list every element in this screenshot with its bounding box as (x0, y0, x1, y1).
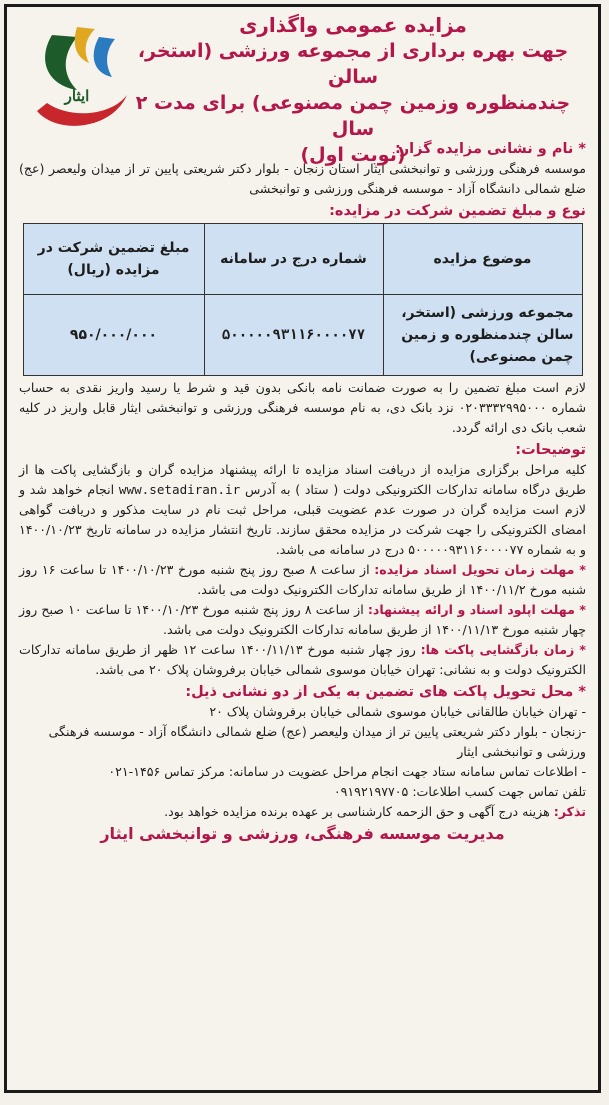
advertisement-page (4, 4, 601, 1093)
explanations-heading: توضیحات: (515, 442, 586, 458)
header-subject: موضوع مزایده (383, 224, 582, 295)
offer-deadline-text: از ساعت ۸ روز پنج شنبه مورخ ۱۴۰۰/۱۰/۲۳ تا ساعت ۱۰ صبح روز چهار شنبه مورخ ۱۴۰۰/۱۱/۱۳ از طریق سامانه تدارکات الکترونیک دولت می باشد. (19, 602, 586, 637)
note-text: هزینه درج آگهی و حق الزحمه کارشناسی بر عهده برنده مزایده خواهد بود. (164, 804, 550, 819)
guarantee-note: لازم است مبلغ تضمین را به صورت ضمانت نامه بانکی بدون قید و شرط یا رسید واریز نقدی به حساب شماره ۰۲۰۳۳۳۲۹۹۵۰۰۰ نزد بانک دی، به نام موسسه فرهنگی ورزشی و توانبخشی ایثار قابل واریز در کلیه شعب بانک دی ارائه گردد. (19, 380, 586, 435)
title-line-2: جهت بهره برداری از مجموعه ورزشی (استخر، سالن (137, 40, 569, 88)
organizer-text: موسسه فرهنگی ورزشی و توانبخشی ایثار استان زنجان - بلوار دکتر شریعتی پایین تر از میدان ولیعصر (عج) ضلع شمالی دانشگاه آزاد - موسسه فرهنگی ورزشی و توانبخشی (19, 161, 586, 196)
table-row (23, 295, 582, 376)
title-block (118, 13, 588, 168)
cell-system-number: ۵۰۰۰۰۰۹۳۱۱۶۰۰۰۰۷۷ (204, 295, 383, 376)
organizer-heading: * نام و نشانی مزایده گزار: (394, 141, 586, 157)
delivery-list (19, 702, 586, 802)
doc-deadline (19, 560, 586, 600)
cell-guarantee-amount: ۹۵۰/۰۰۰/۰۰۰ (23, 295, 204, 376)
note-heading: تذکر: (553, 804, 586, 819)
logo-green-leaf (45, 35, 77, 90)
title-line-3: چندمنظوره وزمین چمن مصنوعی) برای مدت ۲ سال (135, 92, 571, 140)
table-header-row (23, 224, 582, 295)
guarantee-heading: نوع و مبلغ تضمین شرکت در مزایده: (329, 203, 586, 219)
delivery-heading: * محل تحویل پاکت های تضمین به یکی از دو نشانی ذیل: (185, 684, 586, 700)
logo-blue-leaf (94, 37, 115, 77)
title-line-4: (نوبت اول) (300, 144, 406, 166)
doc-deadline-text: از ساعت ۸ صبح روز پنج شنبه مورخ ۱۴۰۰/۱۰/۲۳ تا ساعت ۱۶ روز شنبه مورخ ۱۴۰۰/۱۱/۲ از طریق سامانه تدارکات الکترونیک دولت می باشد. (19, 562, 586, 597)
list-item: - تهران خیابان طالقانی خیابان موسوی شمالی خیابان برفروشان پلاک ۲۰ (209, 704, 586, 719)
title-line-1: مزایده عمومی واگذاری (239, 13, 467, 37)
explanations-text-2: انجام خواهد شد و لازم است مزایده گران در صورت عدم عضویت قبلی، مراحل ثبت نام در سایت مذکور و دریافت گواهی امضای الکترونیکی را جهت شرکت در مزایده محقق سازند. تاریخ انتشار مزایده در سامانه تاریخ ۱۴۰۰/۱۰/۲۳ و به شماره ۵۰۰۰۰۰۹۳۱۱۶۰۰۰۰۷۷ درج در سامانه می باشد. (19, 482, 586, 557)
cell-subject: مجموعه ورزشی (استخر، سالن چندمنظوره و زمین چمن مصنوعی) (383, 295, 582, 376)
explanations-text-1: کلیه مراحل برگزاری مزایده از دریافت اسناد مزایده تا ارائه پیشنهاد مزایده گران و بازگشایی پاکت ها از طریق درگاه سامانه تدارکات الکترونیکی دولت ( ستاد ) به آدرس (19, 462, 586, 497)
doc-deadline-heading: * مهلت زمان تحویل اسناد مزایده: (374, 562, 586, 577)
footer-signature: مدیریت موسسه فرهنگی، ورزشی و توانبخشی ایثار (100, 824, 505, 843)
offer-deadline-heading: * مهلت اپلود اسناد و ارائه پیشنهاد: (367, 602, 586, 617)
logo-text: ایثار (64, 87, 90, 105)
setad-url-link[interactable]: www.setadiran.ir (118, 482, 241, 497)
opening-time (19, 640, 586, 680)
list-item: - اطلاعات تماس سامانه ستاد جهت انجام مراحل عضویت در سامانه: مرکز تماس ۱۴۵۶-۰۲۱ (108, 764, 586, 779)
isar-logo (17, 15, 135, 133)
offer-deadline (19, 600, 586, 640)
note (19, 802, 586, 822)
list-item: -زنجان - بلوار دکتر شریعتی پایین تر از میدان ولیعصر (عج) ضلع شمالی دانشگاه آزاد - موسسه فرهنگی ورزشی و توانبخشی ایثار (48, 724, 586, 759)
guarantee-table (23, 223, 583, 376)
header-guarantee-amount: مبلغ تضمین شرکت در مزایده (ریال) (23, 224, 204, 295)
logo-graphic (17, 15, 135, 133)
explanations-text (19, 460, 586, 560)
list-item: تلفن تماس جهت کسب اطلاعات: ۰۹۱۹۲۱۹۷۷۰۵ (333, 784, 586, 799)
opening-text: روز چهار شنبه مورخ ۱۴۰۰/۱۱/۱۳ ساعت ۱۲ ظهر از طریق سامانه تدارکات الکترونیک دولت و به نشانی: تهران خیابان موسوی شمالی خیابان برفروشان پلاک ۲۰ می باشد. (19, 642, 586, 677)
header-system-number: شماره درج در سامانه (204, 224, 383, 295)
logo-yellow-leaf (75, 27, 95, 63)
opening-heading: * زمان بازگشایی پاکت ها: (420, 642, 586, 657)
